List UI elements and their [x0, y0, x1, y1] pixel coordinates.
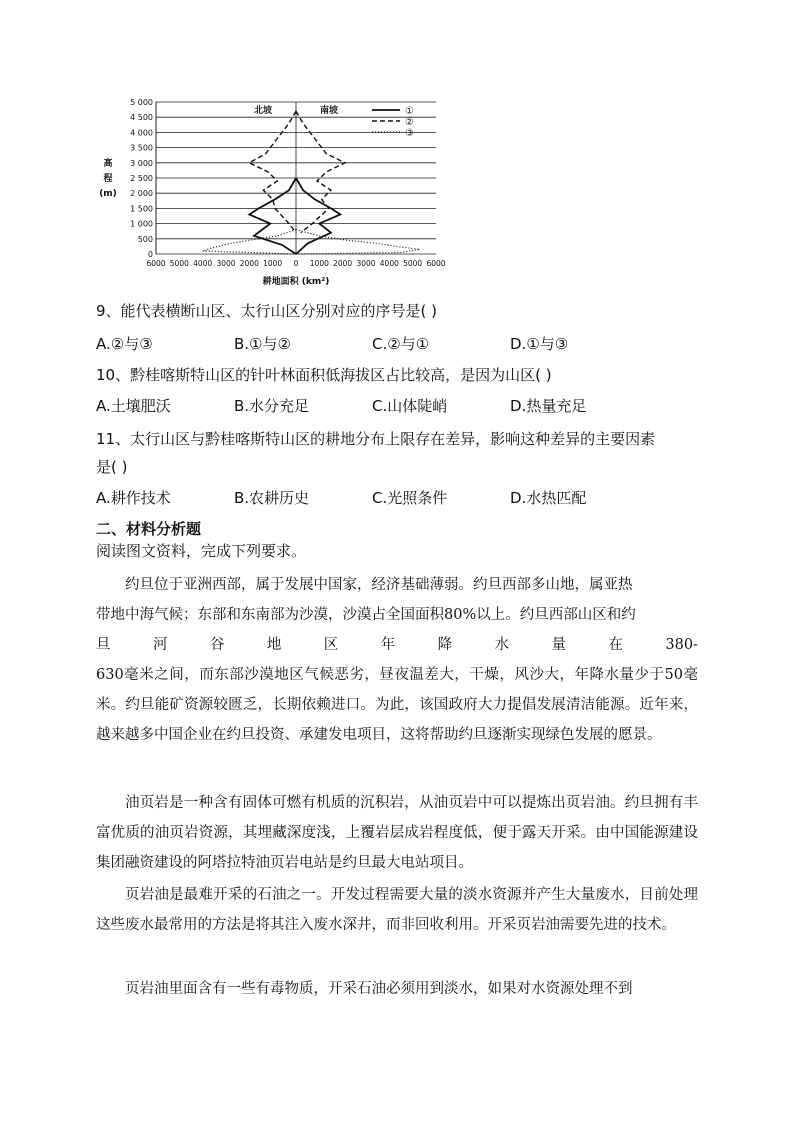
north-slope-label: 北坡: [253, 106, 273, 116]
x-tick-label: 6000: [146, 259, 166, 268]
option-d[interactable]: D.水热匹配: [510, 489, 587, 507]
y-tick-label: 3 500: [130, 143, 153, 153]
y-tick-label: 4 500: [130, 113, 153, 123]
material-p3: 页岩油是最难开采的石油之一。开发过程需要大量的淡水资源并产生大量废水，目前处理这些废水最常用的方法是将其注入废水深井，而非回收利用。开采页岩油需要先进的技术。: [96, 887, 698, 933]
option-c[interactable]: C.②与①: [372, 335, 430, 353]
elevation-cropland-chart: [96, 94, 446, 294]
option-c[interactable]: C.山体陡峭: [372, 397, 448, 415]
question-10: 10、黔桂喀斯特山区的针叶林面积低海拔区占比较高，是因为山区( ): [96, 366, 552, 384]
material-p1-line3: [96, 630, 698, 660]
x-tick-label: 2000: [239, 259, 259, 268]
material-p4: 页岩油里面含有一些有毒物质，开采石油必须用到淡水，如果对水资源处理不到: [125, 981, 633, 997]
word: 谷: [209, 637, 225, 653]
section-heading: 二、材料分析题: [96, 520, 202, 538]
series-3-north-line: [203, 230, 296, 254]
y-tick-label: 2 500: [130, 174, 153, 183]
x-tick-label: 1000: [309, 259, 329, 268]
y-tick-label: 2 000: [130, 189, 153, 199]
material-p1-rest: 630毫米之间，而东部沙漠地区气候恶劣，昼夜温差大，干燥，风沙大，年降水量少于50毫米。约旦能矿资源较匮乏，长期依赖进口。为此，该国政府大力提倡发展清洁能源。近年来，越来越多中国企业在约旦投资、承建发电项目，这将帮助约旦逐渐实现绿色发展的愿景。: [96, 667, 698, 743]
word: 在: [608, 637, 623, 653]
y-axis-label: 高: [103, 159, 113, 169]
y-tick-label: 1 500: [130, 204, 153, 214]
y-axis-label: (m): [99, 189, 117, 199]
question-11-line2: 是( ): [96, 458, 128, 476]
series-2-south-line: [296, 111, 345, 233]
x-tick-label: 0: [293, 259, 299, 268]
series-3-south-line: [296, 230, 420, 254]
option-a[interactable]: A.土壤肥沃: [96, 397, 171, 415]
x-tick-label: 2000: [333, 259, 353, 268]
y-tick-label: 3 000: [130, 158, 153, 168]
legend-label: ①: [405, 106, 414, 117]
word: 区: [323, 637, 339, 653]
option-c[interactable]: C.光照条件: [372, 489, 448, 507]
word: 年: [380, 637, 396, 653]
word: 河: [152, 637, 168, 653]
x-tick-label: 5000: [403, 259, 423, 268]
material-p1-line1: 约旦位于亚洲西部，属于发展中国家，经济基础薄弱。约旦西部多山地，属亚热: [125, 577, 633, 593]
option-b[interactable]: B.水分充足: [234, 397, 310, 415]
x-tick-label: 3000: [356, 259, 376, 268]
material-p1-line2: 带地中海气候；东部和东南部为沙漠，沙漠占全国面积80%以上。约旦西部山区和约: [96, 607, 636, 623]
x-tick-label: 1000: [263, 259, 283, 268]
south-slope-label: 南坡: [319, 106, 339, 116]
series-1-north-line: [249, 178, 296, 254]
series-1-south-line: [296, 178, 340, 254]
y-tick-label: 4 000: [130, 128, 153, 138]
x-axis-label: 耕地面积 (km²): [262, 277, 330, 287]
section-instruction: 阅读图文资料，完成下列要求。: [96, 542, 307, 560]
option-d[interactable]: D.①与③: [510, 335, 569, 353]
word: 水: [494, 637, 510, 653]
option-a[interactable]: A.耕作技术: [96, 489, 171, 507]
option-d[interactable]: D.热量充足: [510, 397, 587, 415]
option-b[interactable]: B.①与②: [234, 335, 291, 353]
word: 量: [551, 637, 566, 653]
x-tick-label: 6000: [426, 259, 446, 268]
question-11-line1: 11、太行山区与黔桂喀斯特山区的耕地分布上限存在差异，影响这种差异的主要因素: [96, 430, 656, 448]
word: 降: [437, 637, 453, 653]
legend-label: ③: [405, 128, 414, 139]
y-tick-label: 5 000: [130, 98, 153, 107]
x-tick-label: 3000: [216, 259, 236, 268]
material-p2: 油页岩是一种含有固体可燃有机质的沉积岩，从油页岩中可以提炼出页岩油。约旦拥有丰富优质的油页岩资源，其埋藏深度浅，上覆岩层成岩程度低，便于露天开采。由中国能源建设集团融资建设的阿塔拉特油页岩电站是约旦最大电站项目。: [96, 795, 698, 871]
y-tick-label: 1 000: [130, 219, 153, 229]
series-2-north-line: [249, 111, 296, 233]
x-tick-label: 4000: [379, 259, 399, 268]
y-axis-label: 程: [103, 174, 113, 184]
y-tick-label: 500: [137, 234, 153, 244]
word: 旦: [96, 637, 111, 653]
question-9: 9、能代表横断山区、太行山区分别对应的序号是( ): [96, 302, 438, 320]
legend-label: ②: [405, 117, 414, 128]
word: 地: [266, 637, 282, 653]
x-tick-label: 4000: [193, 259, 213, 268]
y-tick-label: 0: [147, 250, 153, 259]
option-a[interactable]: A.②与③: [96, 335, 153, 353]
word: 380-: [665, 637, 698, 653]
x-tick-label: 5000: [169, 259, 189, 268]
option-b[interactable]: B.农耕历史: [234, 489, 310, 507]
